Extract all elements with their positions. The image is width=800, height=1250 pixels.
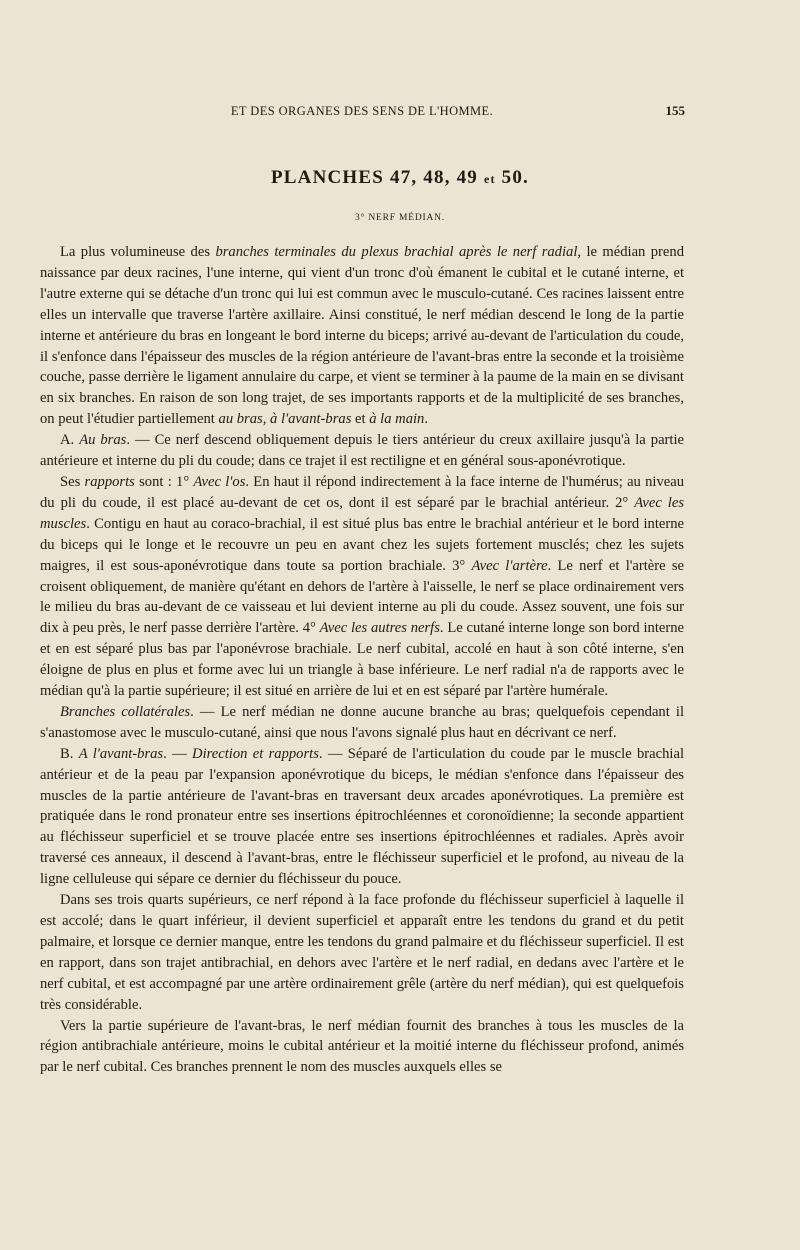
paragraph	[40, 744, 684, 890]
text-run: ,	[262, 411, 271, 428]
body-text	[40, 242, 684, 1078]
text-run: B.	[60, 745, 79, 762]
text-run: . —	[163, 745, 193, 762]
text-run: . Contigu en haut au coraco-brachial, il est situé plus bas entre le brachial antérieur et le bord interne du biceps qui le longe et le recouvre un peu en avant chez les sujets fortement musclés; chez les sujets maigres, il est sous-aponévrotique dans toute sa portion brachiale. 3°	[40, 515, 684, 574]
italic-phrase: Avec les muscles	[40, 494, 684, 532]
section-title: 3° NERF MÉDIAN.	[355, 213, 445, 223]
text-run: . Le nerf et l'artère se croisent obliquement, de manière qu'étant en dehors de l'artère à l'aisselle, le nerf se place ordinairement vers le milieu du bras au-devant de ce vaisseau et lui devient interne au pli du coude. Assez souvent, une fois sur dix à peu près, le nerf passe derrière l'artère. 4°	[40, 557, 684, 637]
italic-phrase: au bras	[218, 411, 263, 428]
plate-title-prefix: PLANCHES	[270, 167, 385, 188]
text-run: Vers la partie supérieure de l'avant-bras, le nerf médian fournit des branches à tous les muscles de la région antibrachiale antérieure, moins le cubital antérieur et la moitié interne du fléchisseur profond, animés par le nerf cubital. Ces branches prennent le nom des muscles auxquels elles se	[40, 1017, 684, 1076]
plate-title-last: 50.	[501, 167, 529, 188]
page-number: 155	[665, 103, 685, 118]
italic-phrase: Branches collatérales	[60, 703, 191, 720]
text-run: Ses	[60, 473, 85, 490]
paragraph	[40, 1016, 684, 1079]
running-head: ET DES ORGANES DES SENS DE L'HOMME.	[230, 104, 494, 118]
paragraph	[40, 472, 684, 702]
text-run: .	[424, 411, 429, 428]
text-run: La plus volumineuse des	[60, 244, 216, 260]
text-run: A.	[60, 432, 80, 449]
text-run: Dans ses trois quarts supérieurs, ce nerf répond à la face profonde du fléchisseur superficiel à laquelle il est accolé; dans le quart inférieur, il devient superficiel et apparaît entre les tendons du grand et du petit palmaire, et lorsque ce dernier manque, entre les tendons du grand palmaire et du fléchisseur superficiel. Il est en rapport, dans son trajet antibrachial, en dehors avec l'artère et le nerf radial, en dedans avec l'artère et le nerf cubital, et est accompagné par une artère ordinairement grêle (artère du nerf médian), qui est quelquefois très considérable.	[40, 892, 684, 1013]
text-run: . — Ce nerf descend obliquement depuis le tiers antérieur du creux axillaire jusqu'à la partie antérieure et interne du pli du coude; dans ce trajet il est rectiligne et en général sous-aponévrotique.	[40, 432, 684, 470]
italic-phrase: Avec les autres nerfs	[319, 620, 440, 637]
italic-phrase: Avec l'artère	[471, 557, 548, 574]
text-run: . — Le nerf médian ne donne aucune branche au bras; quelquefois cependant il s'anastomose avec le musculo-cutané, ainsi que nous l'avons signalé plus haut en décrivant ce nerf.	[40, 703, 684, 741]
plate-title-numbers: 47, 48, 49	[390, 167, 478, 188]
paragraph	[40, 702, 684, 744]
italic-phrase: à la main	[369, 411, 425, 428]
italic-phrase: A l'avant-bras	[78, 745, 164, 762]
plate-title	[40, 167, 760, 189]
paragraph	[40, 890, 684, 1015]
text-run: et	[351, 411, 370, 428]
paragraph	[40, 242, 684, 430]
paragraph	[40, 430, 684, 472]
italic-phrase: rapports	[84, 473, 135, 490]
text-run: . Le cutané interne longe son bord interne et en est séparé plus bas par l'aponévrose brachiale. Le nerf cubital, accolé en haut à son côté interne, s'en éloigne de plus en plus et forme avec lui un triangle à base inférieure. Le nerf radial n'a de rapports avec le médian qu'à la partie supérieure; il est situé en arrière de lui et en est séparé par l'artère humérale.	[40, 620, 684, 700]
text-run: . — Séparé de l'articulation du coude par le muscle brachial antérieur et de la peau par l'expansion aponévrotique du biceps, le médian s'enfonce dans l'épaisseur des muscles de la partie antérieure de l'avant-bras en traversant deux arcades aponévrotiques. La première est pratiquée dans le rond pronateur entre ses insertions épitrochléennes et coronoïdienne; la seconde appartient au fléchisseur superficiel et se trouve placée entre ses insertions épitrochléennes et radiales. Après avoir traversé ces anneaux, il descend à l'avant-bras, entre le fléchisseur superficiel et le profond, au niveau de la ligne celluleuse qui sépare ce dernier du fléchisseur du pouce.	[40, 745, 685, 888]
italic-phrase: Direction et rapports	[192, 745, 319, 762]
italic-phrase: Au bras	[79, 432, 127, 449]
plate-title-connector: et	[483, 172, 496, 186]
text-run: . En haut il répond indirectement à la face interne de l'humérus; au niveau du pli du coude, il est placé au-devant de cet os, dont il est séparé par le brachial antérieur. 2°	[40, 473, 685, 511]
italic-phrase: branches terminales du plexus brachial après le nerf radial	[215, 244, 578, 260]
italic-phrase: Avec l'os	[193, 473, 246, 490]
text-run: sont : 1°	[134, 473, 194, 490]
text-run: , le médian prend naissance par deux racines, l'une interne, qui vient d'un tronc d'où émanent le cubital et le cutané interne, et l'autre externe qui se détache d'un tronc qui lui est commun avec le musculo-cutané. Ces racines laissent entre elles un intervalle que traverse l'artère axillaire. Ainsi constitué, le nerf médian descend le long de la partie interne et antérieure du bras en longeant le bord interne du biceps; arrivé au-devant de l'articulation du coude, il s'enfonce dans l'épaisseur des muscles de la région antérieure de l'avant-bras entre la seconde et la troisième couche, passe derrière le ligament annulaire du carpe, et vient se terminer à la paume de la main en se divisant en six branches. En raison de son long trajet, de ses importants rapports et de la multiplicité de ses branches, on peut l'étudier partiellement	[40, 244, 684, 428]
italic-phrase: à l'avant-bras	[270, 411, 352, 428]
